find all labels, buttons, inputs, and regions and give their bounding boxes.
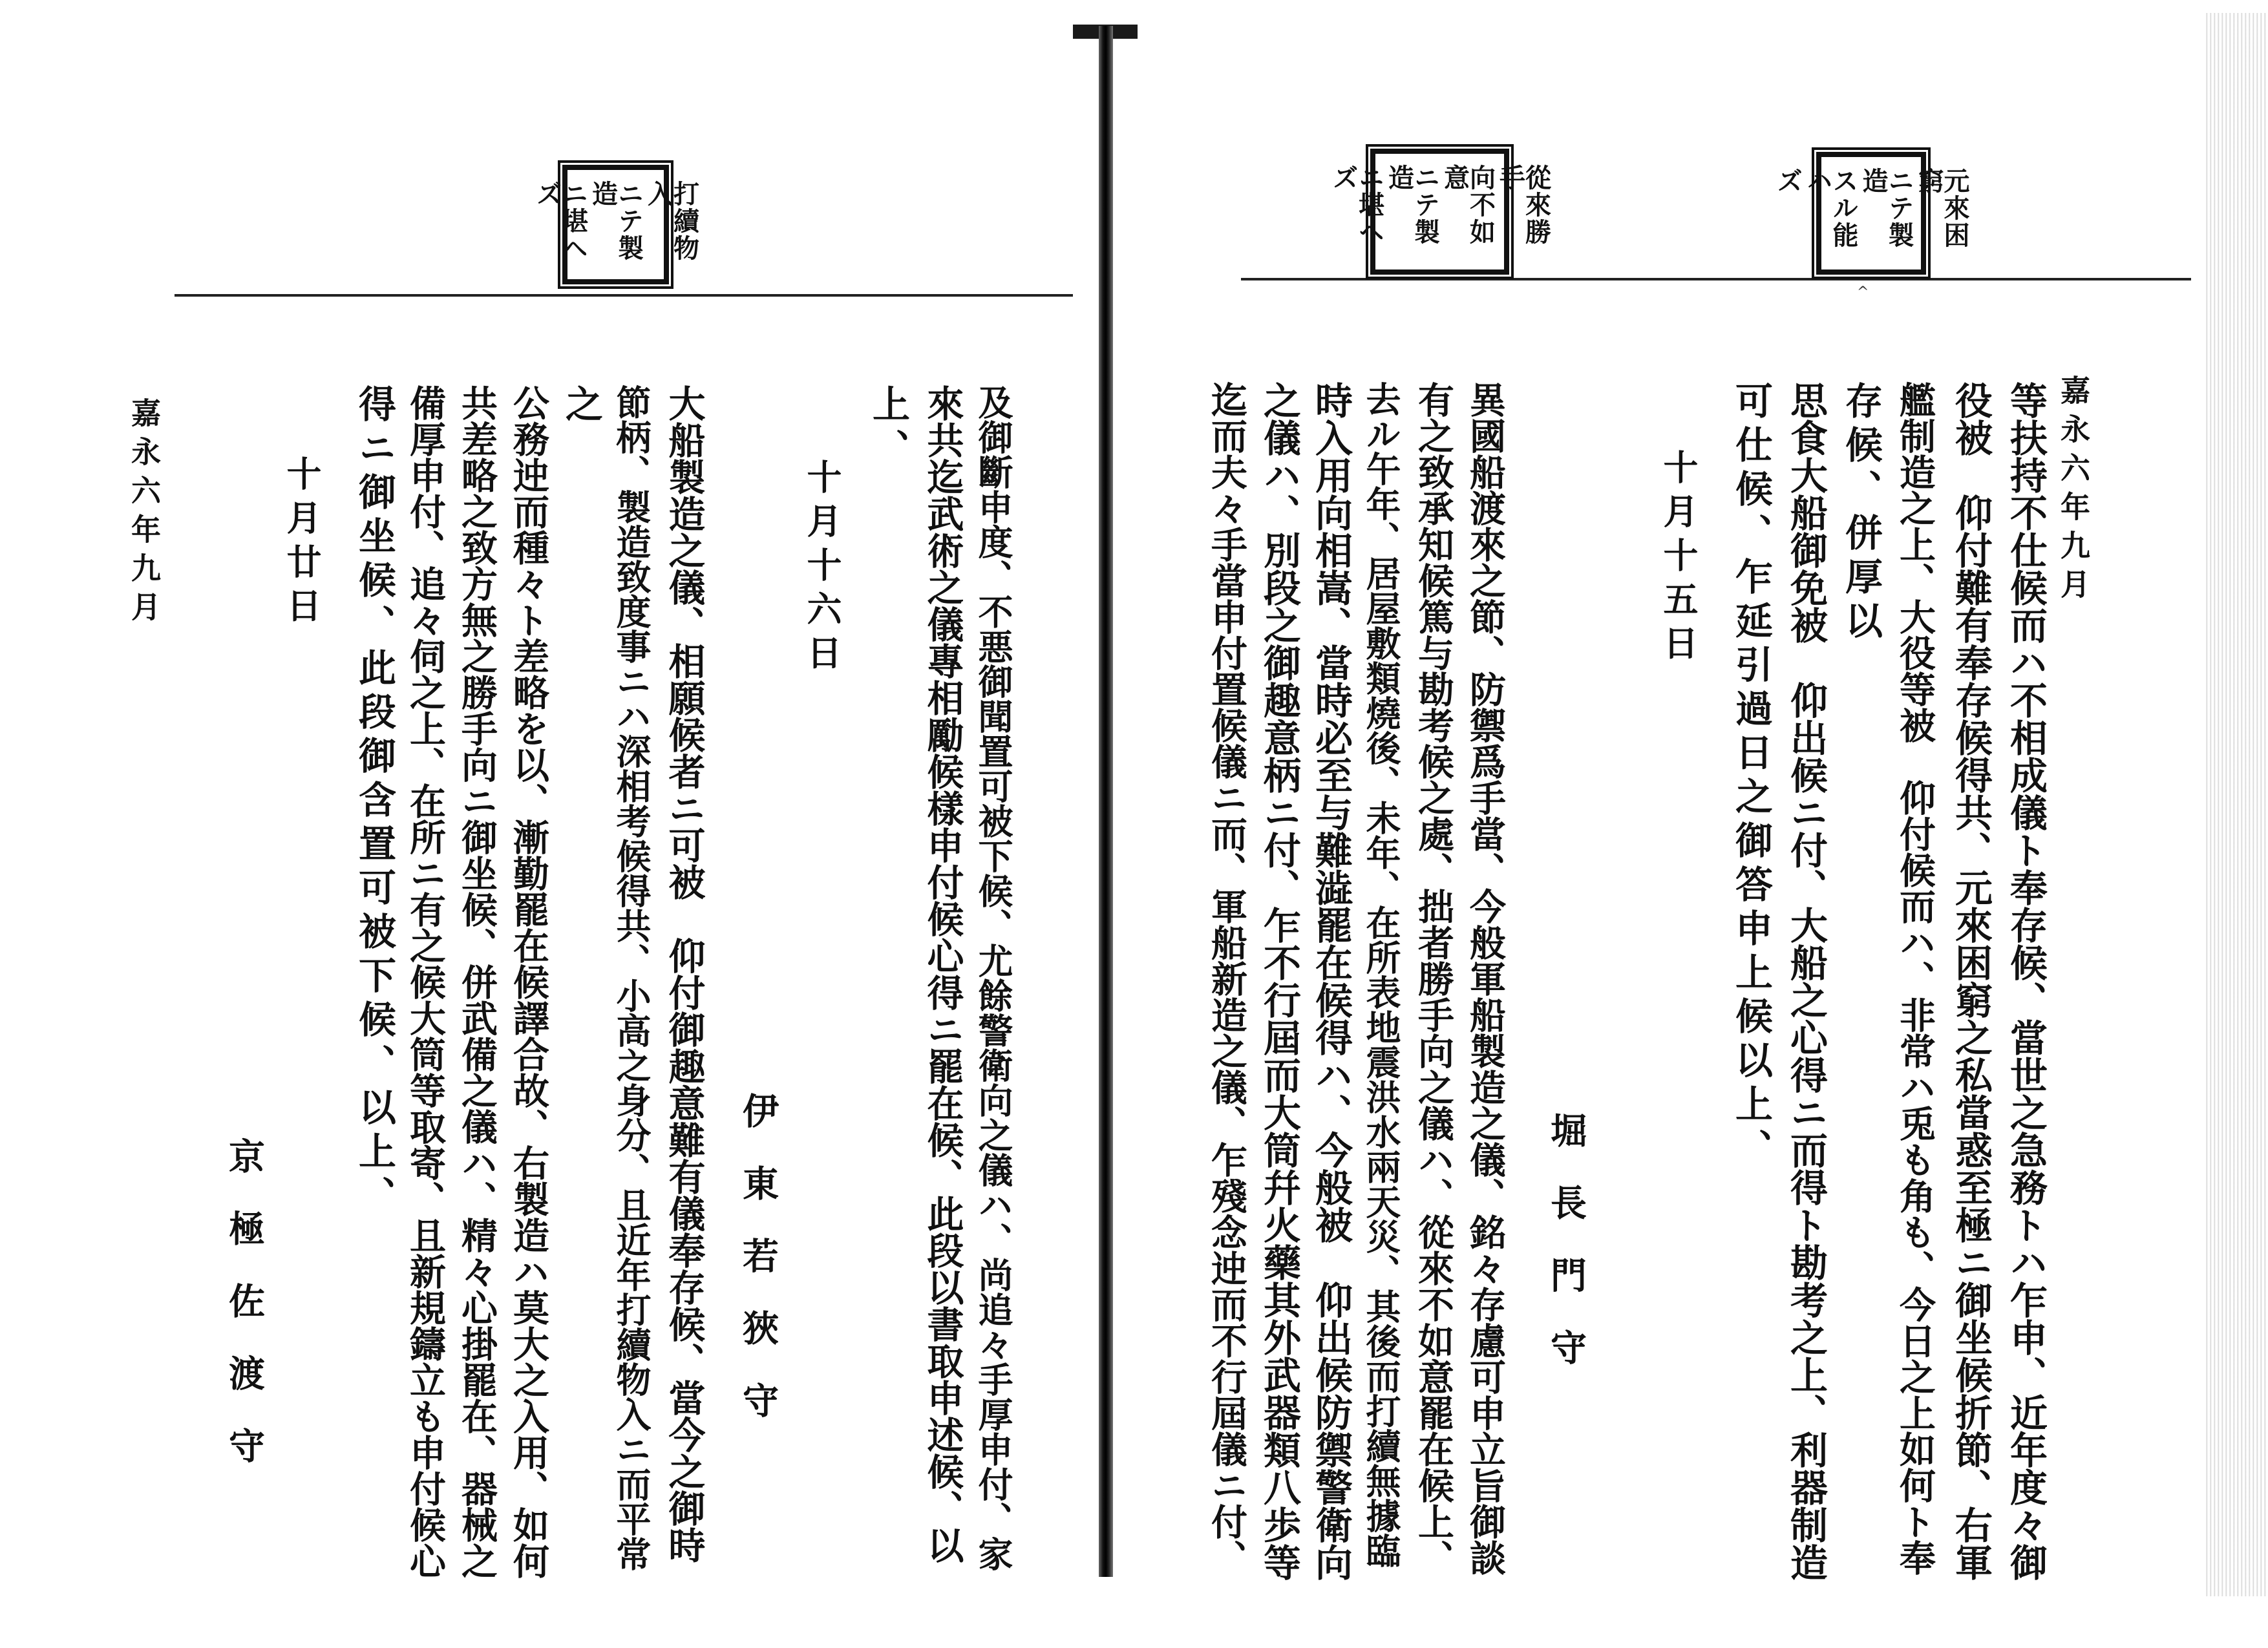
right-headnote-box-b	[1328, 149, 1552, 275]
headnote-line: 打續物入	[643, 180, 700, 262]
headnote-line: 從來勝手	[1495, 164, 1552, 246]
text-column: 可仕候、乍延引過日之御答申上候以上、	[1729, 381, 1773, 1172]
headnote-line: 元來困窮	[1914, 167, 1970, 249]
book-gutter	[1099, 26, 1113, 1577]
letter-date: 十月廿日	[281, 456, 323, 631]
headnote-line: ニテ製造	[588, 180, 644, 262]
text-column: 有之致承知候篤与勘考候之處、拙者勝手向之儀ハ、從來不如意罷在候上、	[1412, 381, 1455, 1576]
headnote-line: ニテ製造	[1858, 167, 1914, 249]
text-column: 備厚申付、追々伺之上、在所ニ有之候大筒等取寄、且新規鑄立も申付候心	[404, 385, 447, 1579]
left-page-rule	[175, 294, 1073, 297]
headnote-line: 向不如意	[1439, 164, 1496, 246]
text-column: 之	[559, 385, 603, 428]
text-column: 上、	[866, 385, 910, 472]
headnote-line: ニ堪ヘズ	[532, 180, 589, 262]
text-column: 等扶持不仕候而ハ不相成儀ト奉存候、當世之急務トハ乍申、近年度々御	[2004, 381, 2048, 1581]
text-column: 艦制造之上、大役等被 仰付候而ハ、非常ハ兎も角も、今日之上如何ト奉	[1894, 381, 1936, 1576]
page-mark: ^	[1857, 284, 1869, 301]
text-column: 時入用向相嵩、當時必至与難澁罷在候得ハ、今般被 仰出候防禦警衛向	[1309, 381, 1353, 1581]
headnote-line: スル能ハ	[1803, 167, 1859, 249]
text-column: 去ル午年、居屋敷類燒後、未年、在所表地震洪水兩天災、其後而打續無據臨	[1361, 381, 1402, 1568]
text-column: 之儀ハ、別段之御趣意柄ニ付、乍不行屆而大筒幷火藥其外武器類八歩等	[1257, 381, 1301, 1581]
text-column: 得ニ御坐候、此段御含置可被下候、以上、	[352, 385, 396, 1220]
text-column: 大船製造之儀、相願候者ニ可被 仰付御趣意難有儀奉存候、當今之御時	[662, 385, 706, 1563]
signatory: 伊東若狹守	[737, 1092, 779, 1454]
text-column: 共差略之致方無之勝手向ニ御坐候、併武備之儀ハ、精々心掛罷在、器械之	[456, 385, 498, 1579]
text-column: 思食大船御免被 仰出候ニ付、大船之心得ニ而得ト勘考之上、利器制造	[1784, 381, 1828, 1581]
right-headnote-box-a	[1773, 152, 1970, 275]
date-header: 嘉永六年九月	[127, 397, 162, 630]
headnote-line: ニ堪ヘズ	[1328, 164, 1385, 246]
text-column: 來共迄武術之儀專相勵候樣申付候心得ニ罷在候、此段以書取申述候、以	[921, 385, 964, 1563]
signatory: 京極佐渡守	[223, 1137, 266, 1499]
text-column: 役被 仰付難有奉存候得共、元來困窮之私當惑至極ニ御坐候折節、右軍	[1949, 381, 1993, 1581]
left-headnote-box	[532, 165, 700, 284]
text-column: 異國船渡來之節、防禦爲手當、今般軍船製造之儀、銘々存慮可申立旨御談	[1464, 381, 1507, 1576]
letter-date: 十月十六日	[801, 459, 843, 679]
date-header: 嘉永六年九月	[2056, 375, 2091, 607]
headnote-line: ズ	[1773, 167, 1803, 195]
headnote-line: ニテ製造	[1384, 164, 1441, 246]
text-column: 公務迚而種々ト差略を以、漸勤罷在候譯合故、右製造ハ莫大之入用、如何	[507, 385, 550, 1579]
right-page-rule	[1241, 278, 2191, 280]
signatory: 堀長門守	[1545, 1112, 1587, 1401]
letter-date: 十月十五日	[1658, 449, 1699, 669]
left-page	[0, 0, 1092, 1648]
text-column: 及御斷申度、不悪御聞置可被下候、尤餘警衛向之儀ハ、尚追々手厚申付、家	[973, 385, 1014, 1571]
text-column: 存候、併厚以	[1839, 381, 1883, 645]
text-column: 迄而夫々手當申付置候儀ニ而、軍船新造之儀、乍殘念迚而不行屆儀ニ付、	[1205, 381, 1248, 1576]
text-column: 節柄、製造致度事ニハ深相考候得共、小高之身分、且近年打續物入ニ而平常	[611, 385, 652, 1571]
page-edge-strip	[2204, 13, 2268, 1596]
